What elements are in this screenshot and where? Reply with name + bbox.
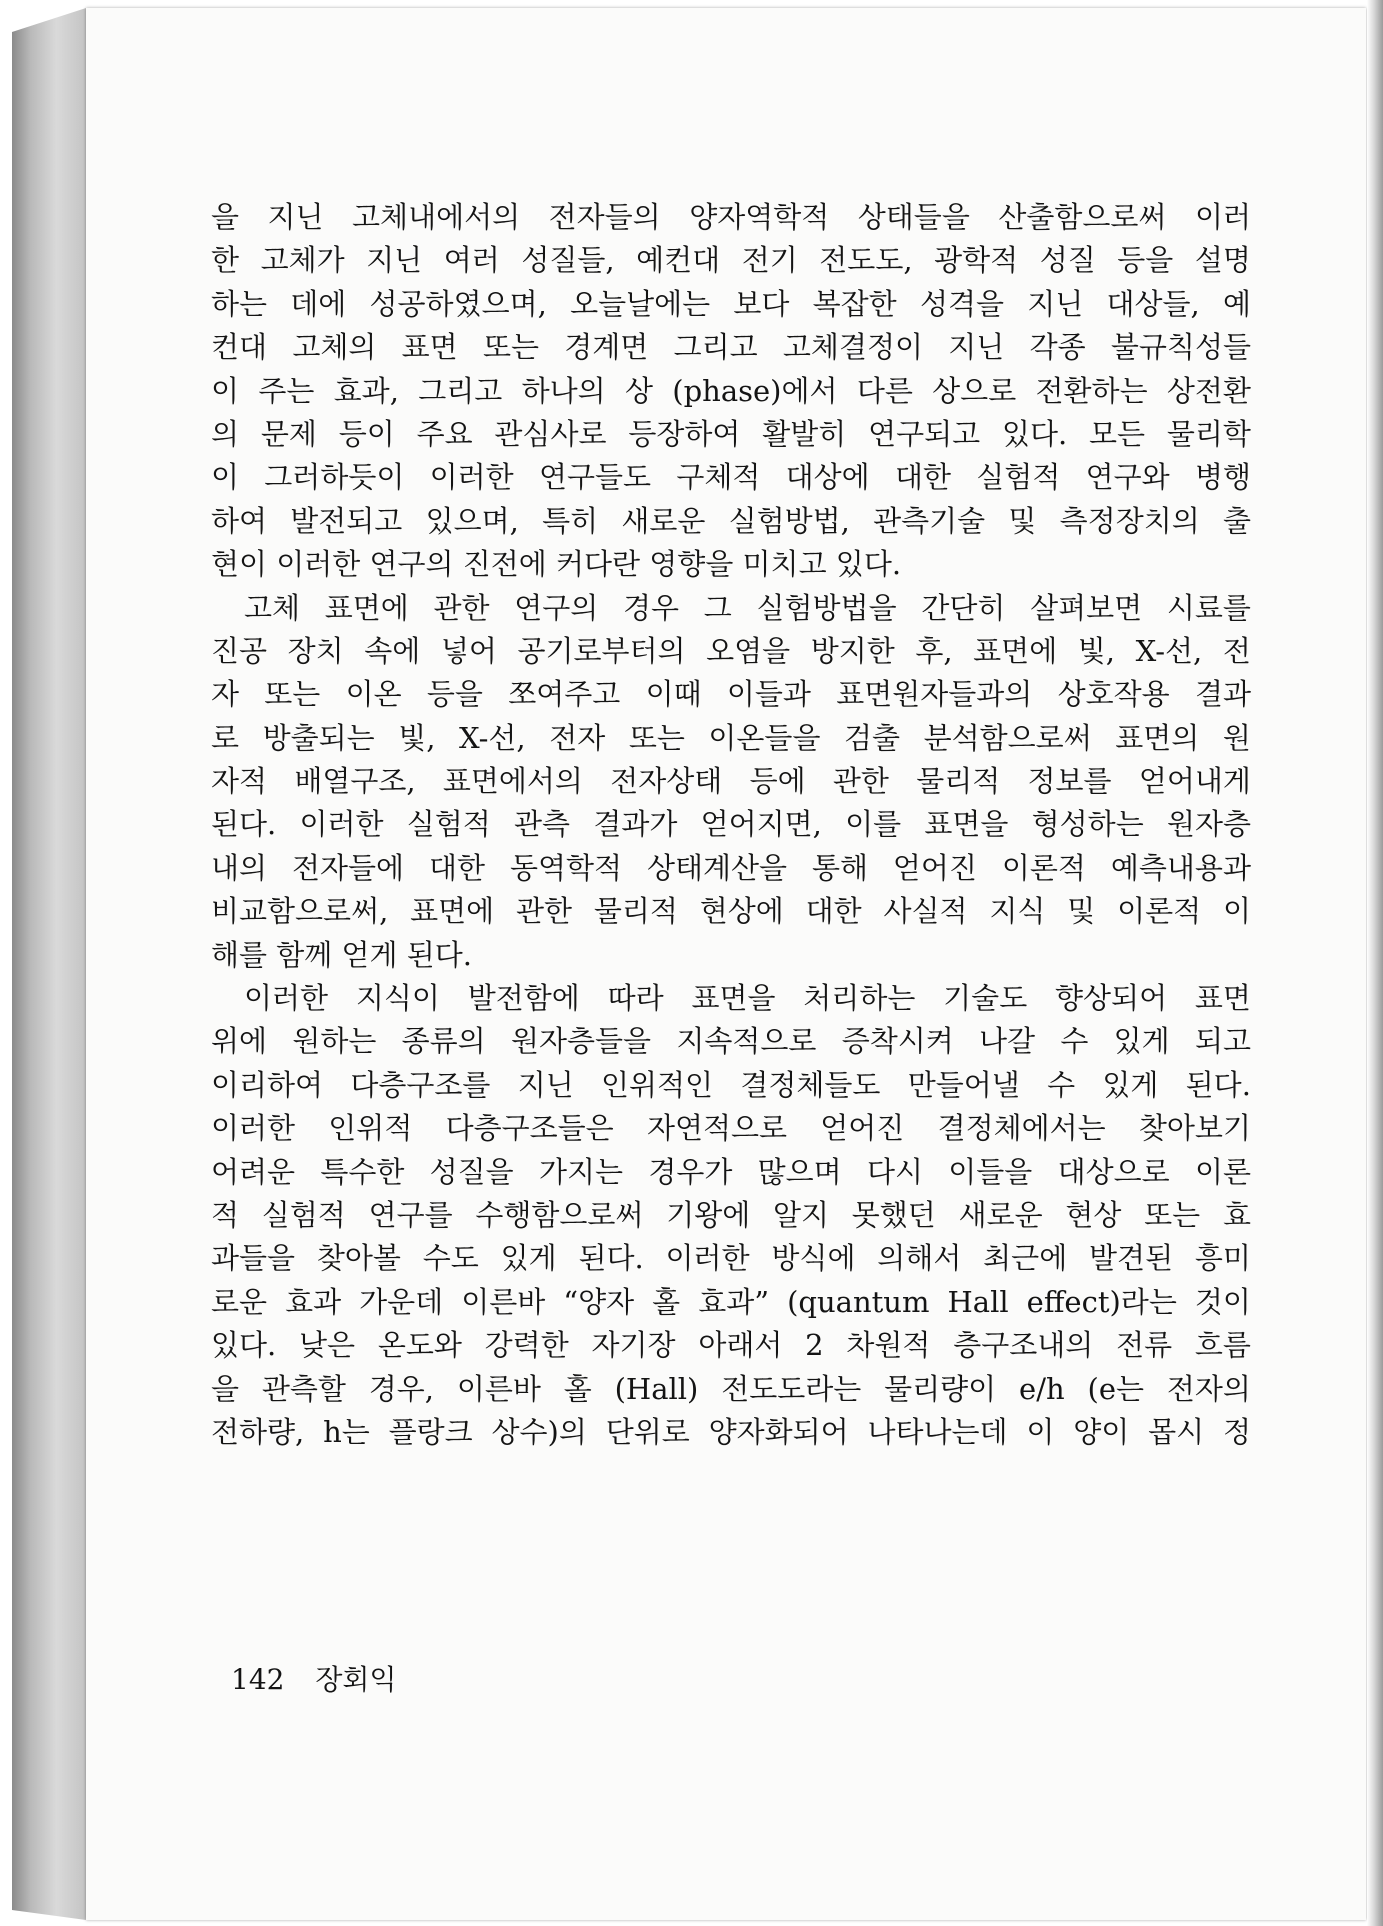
text-line: 과들을 찾아볼 수도 있게 된다. 이러한 방식에 의해서 최근에 발견된 흥미 xyxy=(211,1241,1251,1276)
text-line: 내의 전자들에 대한 동역학적 상태계산을 통해 얻어진 이론적 예측내용과 xyxy=(211,850,1251,885)
text-line: 이 주는 효과, 그리고 하나의 상 (phase)에서 다른 상으로 전환하는 상전환 xyxy=(211,373,1251,408)
text-line: 하는 데에 성공하였으며, 오늘날에는 보다 복잡한 성격을 지닌 대상들, 예 xyxy=(211,286,1251,321)
text-line: 고체 표면에 관한 연구의 경우 그 실험방법을 간단히 살펴보면 시료를 xyxy=(244,590,1251,625)
text-line: 자적 배열구조, 표면에서의 전자상태 등에 관한 물리적 정보를 얻어내게 xyxy=(211,764,1251,799)
text-line: 어려운 특수한 성질을 가지는 경우가 많으며 다시 이들을 대상으로 이론 xyxy=(211,1154,1251,1189)
text-line: 한 고체가 지닌 여러 성질들, 예컨대 전기 전도도, 광학적 성질 등을 설명 xyxy=(211,243,1251,278)
text-line: 의 문제 등이 주요 관심사로 등장하여 활발히 연구되고 있다. 모든 물리학 xyxy=(211,416,1251,451)
text-line: 이 그러하듯이 이러한 연구들도 구체적 대상에 대한 실험적 연구와 병행 xyxy=(211,460,1251,495)
text-line: 진공 장치 속에 넣어 공기로부터의 오염을 방지한 후, 표면에 빛, X-선, 전 xyxy=(211,633,1251,668)
paragraph xyxy=(211,196,1251,587)
text-line: 전하량, h는 플랑크 상수)의 단위로 양자화되어 나타나는데 이 양이 몹시 정 xyxy=(211,1414,1251,1449)
text-line: 을 관측할 경우, 이른바 홀 (Hall) 전도도라는 물리량이 e/h (e는 전자의 xyxy=(211,1371,1251,1406)
text-line: 을 지닌 고체내에서의 전자들의 양자역학적 상태들을 산출함으로써 이러 xyxy=(211,200,1251,234)
text-line: 비교함으로써, 표면에 관한 물리적 현상에 대한 사실적 지식 및 이론적 이 xyxy=(211,894,1251,929)
page-footer xyxy=(231,1658,397,1698)
text-line: 된다. 이러한 실험적 관측 결과가 얻어지면, 이를 표면을 형성하는 원자층 xyxy=(211,807,1251,842)
text-line: 이러한 지식이 발전함에 따라 표면을 처리하는 기술도 향상되어 표면 xyxy=(244,981,1251,1016)
paragraph xyxy=(211,977,1251,1454)
text-line: 로 방출되는 빛, X-선, 전자 또는 이온들을 검출 분석함으로써 표면의 원 xyxy=(211,720,1251,755)
book-spine xyxy=(12,8,86,1920)
text-line: 현이 이러한 연구의 진전에 커다란 영향을 미치고 있다. xyxy=(211,547,902,582)
text-line: 자 또는 이온 등을 쪼여주고 이때 이들과 표면원자들과의 상호작용 결과 xyxy=(211,677,1251,712)
paragraph xyxy=(211,587,1251,978)
text-line: 하여 발전되고 있으며, 특히 새로운 실험방법, 관측기술 및 측정장치의 출 xyxy=(211,503,1251,538)
page-body-text xyxy=(211,196,1251,1454)
author-name: 장회익 xyxy=(315,1663,397,1696)
text-line: 이러한 인위적 다층구조들은 자연적으로 얻어진 결정체에서는 찾아보기 xyxy=(211,1111,1251,1146)
text-line: 있다. 낮은 온도와 강력한 자기장 아래서 2 차원적 층구조내의 전류 흐름 xyxy=(211,1328,1251,1363)
text-line: 컨대 고체의 표면 또는 경계면 그리고 고체결정이 지닌 각종 불규칙성들 xyxy=(211,330,1251,365)
text-line: 로운 효과 가운데 이른바 “양자 홀 효과” (quantum Hall effect)라는 것이 xyxy=(211,1284,1251,1319)
text-line: 적 실험적 연구를 수행함으로써 기왕에 알지 못했던 새로운 현상 또는 효 xyxy=(211,1197,1251,1232)
text-line: 이리하여 다층구조를 지닌 인위적인 결정체들도 만들어낼 수 있게 된다. xyxy=(211,1067,1251,1102)
text-line: 위에 원하는 종류의 원자층들을 지속적으로 증착시켜 나갈 수 있게 되고 xyxy=(211,1024,1251,1059)
text-line: 해를 함께 얻게 된다. xyxy=(211,937,472,972)
page-number: 142 xyxy=(231,1663,285,1696)
page-edge-shadow xyxy=(1367,0,1383,1926)
